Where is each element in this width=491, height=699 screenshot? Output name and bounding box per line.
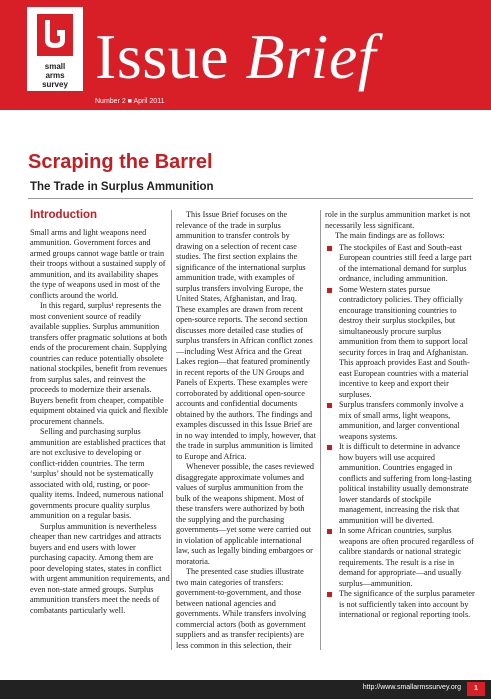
publication-title-brief: Brief [245,21,376,92]
paragraph: The presented case studies illustrate two main categories of transfers: government-to-government, and those between national agencies and governments. While transfers involving commercial actors (both as government suppliers and as transfer recipients) are less common in this selection, their [176,567,306,650]
column-2 [176,210,316,651]
paragraph: Surplus ammunition is nevertheless cheaper than new cartridges and attracts buyers and end users with lower purchasing capacity. Among them are poor developing states, states in conflict with urgent ammunition requirements, and even non-state armed groups. Surplus ammunition transfers meet the needs of combatants particularly well. [30,521,170,615]
bullet-square-icon [327,246,332,251]
findings-lead: The main findings are as follows: [335,231,445,240]
list-item [325,526,475,589]
paragraph: Whenever possible, the cases reviewed disaggregate approximate volumes and values of surplus ammunition from the bulk of the weapons shipment. Most of these transfers were authorized by both the supplying and the purchasing governments—yet some were carried out in violation of applicable international law, such as legally binding embargoes or moratoria. [176,462,314,566]
paragraph: Small arms and light weapons need ammunition. Government forces and armed groups cannot wage battle or train their troops without a sustained supply of ammunition, and its availability shapes the type of weapons used in most of the conflicts around the world. [30,227,166,300]
title-divider [28,198,473,199]
logo-text-line-1: small [44,62,66,71]
findings-list [325,243,475,621]
column-3 [325,210,475,621]
list-item [325,285,475,401]
bullet-square-icon [327,288,332,293]
footer-bar [0,680,491,699]
bullet-square-icon [327,529,332,534]
website-link[interactable]: http://www.smallarmssurvey.org [362,684,461,691]
list-item [325,589,475,621]
paragraph: Selling and purchasing surplus ammunition are established practices that are not exclusive to developing or conflict-ridden countries. The term ‘surplus’ should not be systematically associated with old, rusting, or poor-quality items. Indeed, numerous national governments procure quality surplus ammunition on a regular basis. [30,427,166,520]
publication-title-issue: Issue [95,21,230,92]
list-item [325,243,475,285]
column-1 [30,210,170,616]
section-heading-introduction: Introduction [30,209,98,221]
list-item-text: It is difficult to determine in advance how buyers will use acquired ammunition. Countries engaged in conflicts and suffering from long-lasting political instability usually demonstrate lower standards of stockpile management, increasing the risk that ammunition will be diverted. [339,442,472,525]
paragraph: role in the surplus ammunition market is not necessarily less significant. [325,210,471,230]
list-item-text: Surplus transfers commonly involve a mix of small arms, light weapons, ammunition, and larger conventional weapons systems. [339,400,464,441]
bullet-square-icon [327,445,332,450]
small-arms-survey-logo [27,7,83,91]
column-divider [320,210,321,650]
paragraph: This Issue Brief focuses on the relevance of the trade in surplus ammunition to transfer controls by drawing on a selection of recent case studies. The first section explains the significance of the international surplus ammunition trade, with examples of surplus transfers involving Europe, the United States, Afghanistan, and Iraq. These examples are drawn from recent open-source reports. The second section discusses more detailed case studies of surplus transfers in African conflict zones—including West Africa and the Great Lakes region—that featured prominently in recent reports of the UN Groups and Panels of Experts. These examples were corroborated by additional open-source accounts and confidential documents obtained by the authors. The findings and examples discussed in this Issue Brief are in no way intended to imply, however, that the trade in surplus ammunition is limited to Europe and Africa. [176,210,316,461]
page-number: 1 [467,682,485,696]
article-subtitle: The Trade in Surplus Ammunition [30,181,214,193]
list-item-text: In some African countries, surplus weapons are often procured regardless of calibre standards or national strategic requirements. The result is a rise in demand for appropriate—and usually surplus—ammunition. [339,526,474,588]
bullet-square-icon [327,403,332,408]
logo-mark-icon [37,14,73,56]
bullet-square-icon [327,592,332,597]
publication-title [95,21,376,92]
logo-text-line-2: arms [45,71,65,80]
list-item-text: The significance of the surplus parameter is not sufficiently taken into account by international or regional reporting tools. [339,589,475,619]
column-divider [171,210,172,650]
list-item [325,442,475,526]
list-item [325,400,475,442]
issue-number-date: Number 2 ■ April 2011 [95,98,165,105]
header-banner [0,0,491,110]
article-title: Scraping the Barrel [28,151,213,173]
list-item-text: The stockpiles of East and South-east European countries still feed a large part of the international demand for surplus ordnance, including ammunition. [339,242,472,283]
paragraph: In this regard, surplus¹ represents the most convenient source of readily available supplies. Surplus ammunition transfers offer pragmatic solutions at both ends of the procurement chain. Supplying countries can reduce potentially obsolete national stockpiles, benefit from revenues from surplus sales, and reinvest the proceeds to modernize their arsenals. Buyers benefit from cheaper, compatible equipment obtained via quick and flexible procurement channels. [30,301,169,426]
logo-text-line-3: survey [42,80,68,89]
list-item-text: Some Western states pursue contradictory policies. They officially encourage transitioning countries to destroy their surplus stockpiles, but simultaneously procure surplus ammunition from them to support local security forces in Iraq and Afghanistan. This approach provides East and South-east European countries with a material incentive to keep and export their surpluses. [339,284,470,399]
